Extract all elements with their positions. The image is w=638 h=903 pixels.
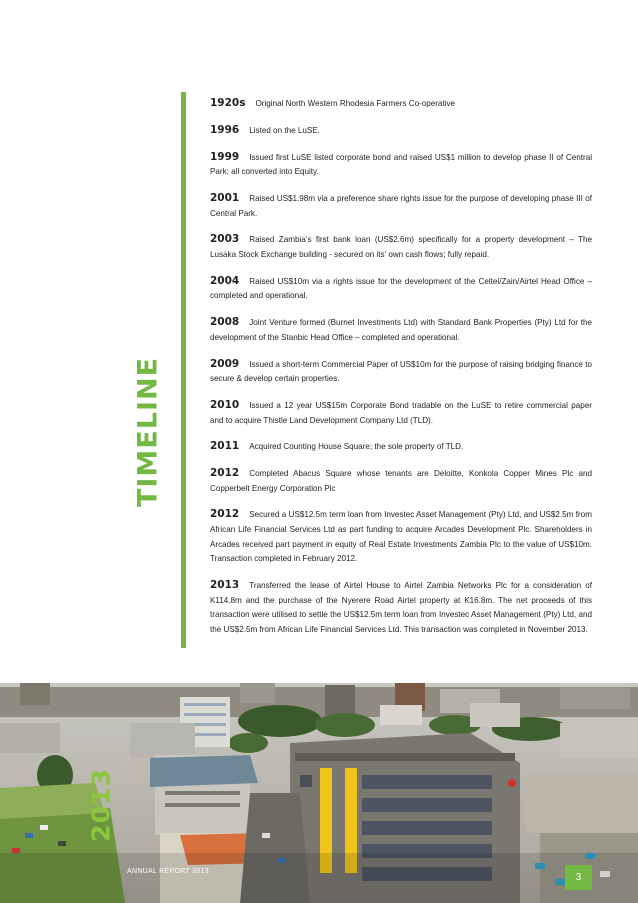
entry-year: 1920s — [210, 97, 246, 110]
entry-text: Raised Zambia’s first bank loan (US$2.6m) specifically for a property development – The Lusaka Stock Exchange building - secured on its’ own cash flows; fully repaid. — [210, 235, 592, 259]
entry-text: Issued first LuSE listed corporate bond and raised US$1 million to develop phase II of Central Park; all converted into Equity. — [210, 152, 592, 177]
entry-text: Completed Abacus Square whose tenants are Deloitte, Konkola Copper Mines Plc and Copperbelt Energy Corporation Plc — [210, 469, 592, 493]
year-badge: 2013 — [86, 768, 116, 842]
entry-year: 2009 — [210, 357, 240, 370]
timeline-accent-bar — [181, 92, 186, 648]
entry-text: Issued a short-term Commercial Paper of US$10m for the purpose of raising bridging finance to secure & develop certain properties. — [210, 359, 592, 384]
timeline-entry — [210, 439, 592, 455]
timeline-entry — [210, 578, 592, 637]
entry-year: 1996 — [210, 123, 240, 136]
timeline-entry — [210, 274, 592, 304]
page-number: 3 — [565, 865, 592, 890]
entry-text: Raised US$10m via a rights issue for the development of the Celtel/Zain/Airtel Head Office – completed and operational. — [210, 276, 592, 301]
timeline-entry — [210, 398, 592, 428]
entry-text: Original North Western Rhodesia Farmers Co-operative — [255, 99, 456, 109]
entry-year: 2012 — [210, 467, 240, 480]
timeline-entry — [210, 191, 592, 221]
section-title: TIMELINE — [132, 356, 164, 508]
footer-label: ANNUAL REPORT 2013 — [127, 868, 209, 875]
timeline-entry — [210, 466, 592, 496]
entry-text: Joint Venture formed (Burnet Investments Ltd) with Standard Bank Properties (Pty) Ltd for the development of the Stanbic Head Office – completed and operational. — [210, 318, 592, 342]
timeline-entry — [210, 150, 592, 180]
timeline-entry — [210, 123, 592, 139]
timeline-entry — [210, 507, 592, 566]
entry-year: 2008 — [210, 316, 240, 329]
entry-text: Issued a 12 year US$15m Corporate Bond tradable on the LuSE to retire commercial paper and to acquire Thistle Land Development Company Ltd (TLD). — [210, 400, 592, 425]
timeline-entry — [210, 315, 592, 345]
entry-text: Listed on the LuSE. — [249, 125, 320, 135]
entry-year: 2012 — [210, 508, 240, 521]
entry-year: 2001 — [210, 192, 240, 205]
timeline-list — [210, 88, 592, 649]
timeline-entry — [210, 96, 592, 112]
entry-year: 1999 — [210, 150, 240, 163]
entry-text: Raised US$1.98m via a preference share rights issue for the purpose of developing phase III of Central Park. — [210, 194, 592, 218]
entry-year: 2010 — [210, 398, 240, 411]
timeline-entry — [210, 357, 592, 387]
entry-text: Acquired Counting House Square; the sole property of TLD. — [249, 442, 464, 452]
entry-year: 2004 — [210, 274, 240, 287]
entry-year: 2011 — [210, 440, 240, 453]
entry-year: 2013 — [210, 579, 240, 591]
entry-text: Secured a US$12.5m term loan from Investec Asset Management (Pty) Ltd, and US$2.5m from African Life Financial Services Ltd as part funding to acquire Arcades Development Plc. Shareholders in Arcades received part payment in equity of Real Estate Investments Zambia Plc to the value of US$10m. Transaction completed in February 2012. — [210, 510, 592, 564]
entry-text: Transferred the lease of Airtel House to Airtel Zambia Networks Plc for a consideration of K114.8m and the purchase of the Nyerere Road Airtel property at K16.8m. The net proceeds of this transaction were utilised to settle the US$12.5m term loan from Investec Asset Management (Pty) Ltd, and the US$2.5m from African Life Financial Services Ltd. This transaction was completed in November 2013. — [210, 581, 592, 634]
entry-year: 2003 — [210, 233, 240, 246]
timeline-entry — [210, 232, 592, 262]
